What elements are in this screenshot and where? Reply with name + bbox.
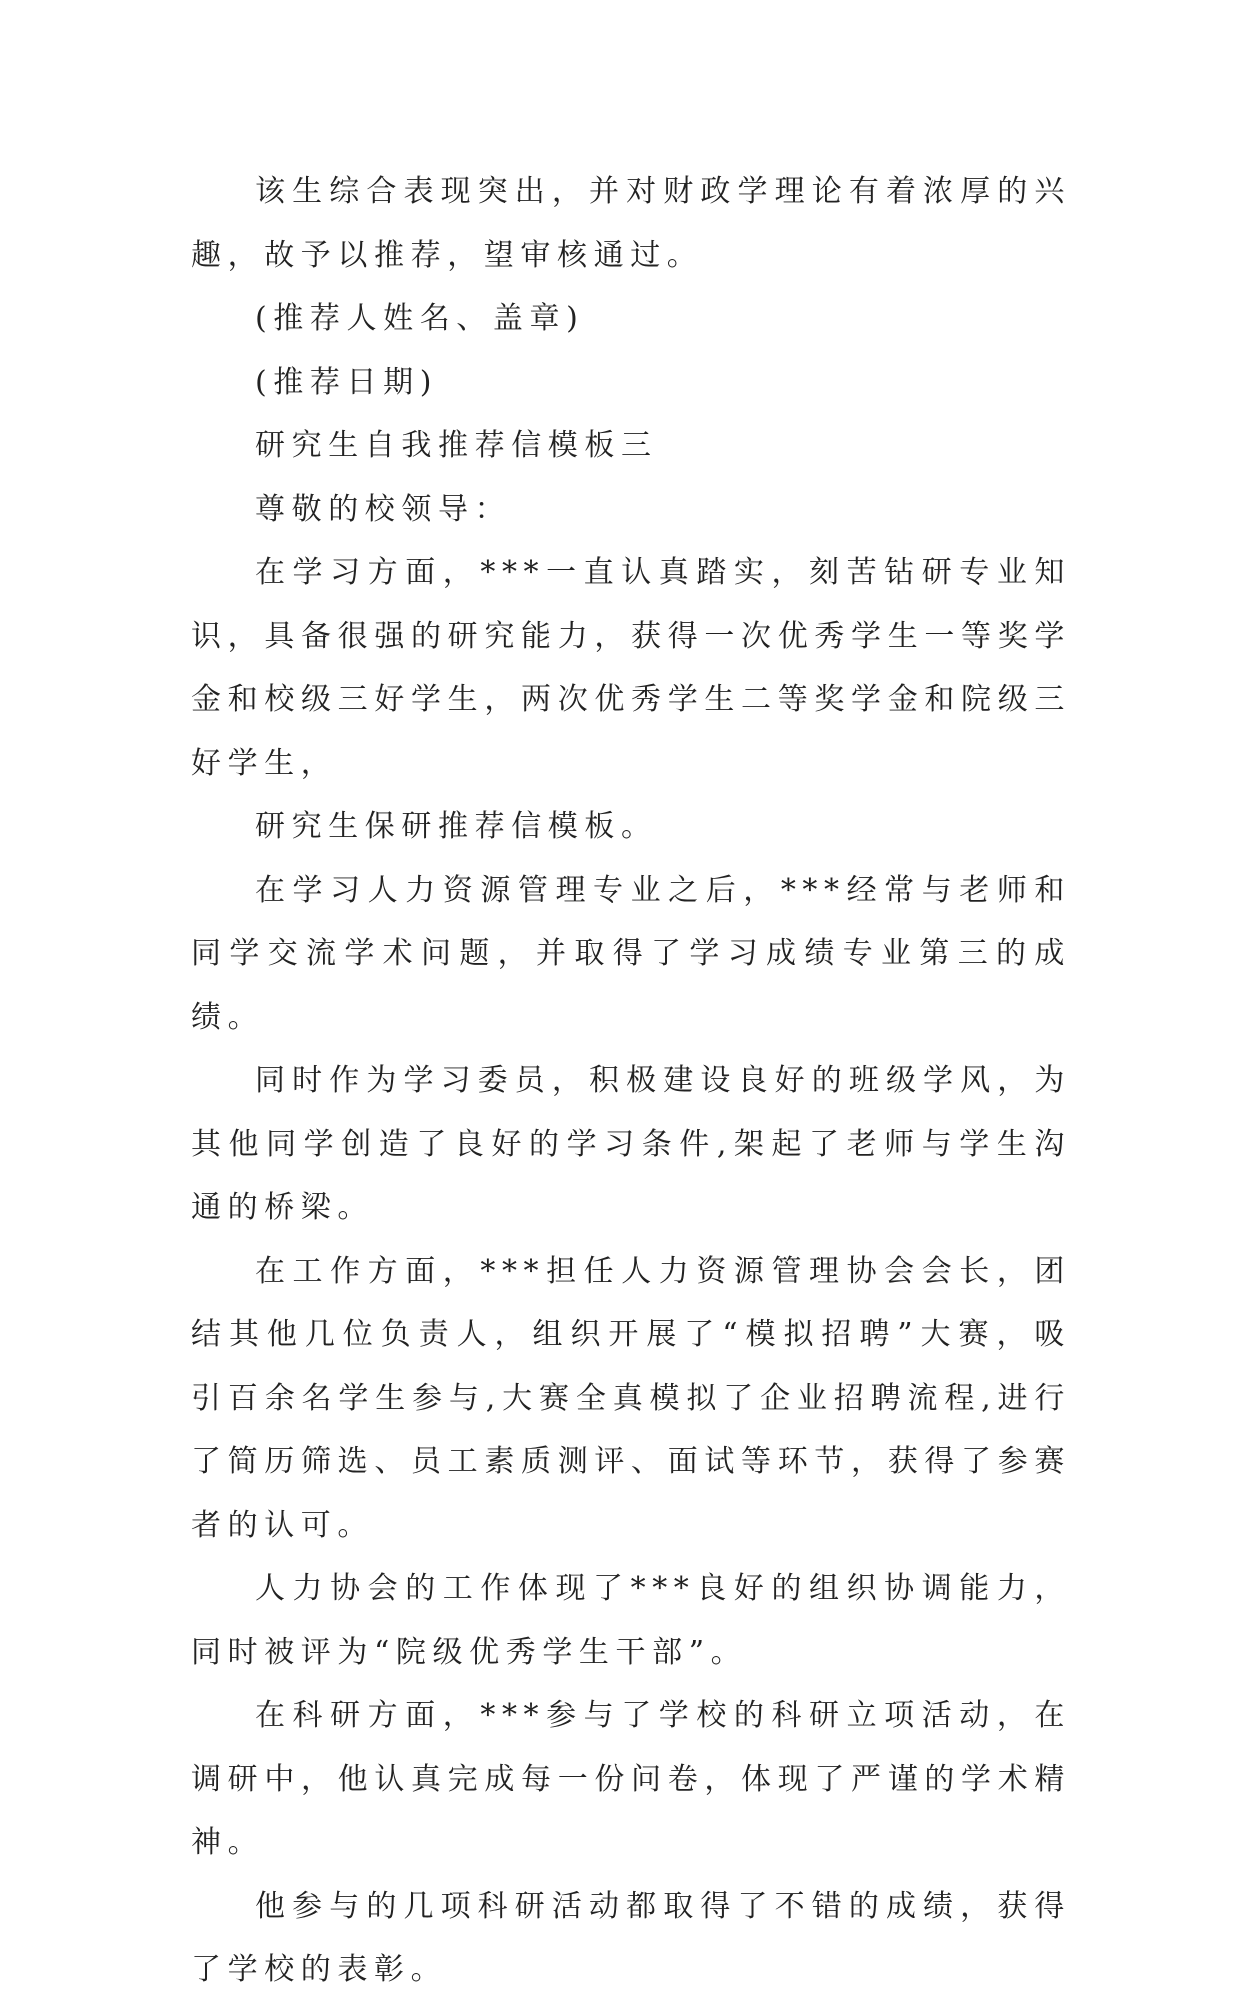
document-body (191, 160, 1071, 2002)
paragraph-recommender-signature: (推荐人姓名、盖章) (255, 301, 585, 336)
paragraph-recommendation-conclusion: 该生综合表现突出，并对财政学理论有着浓厚的兴趣，故予以推荐，望审核通过。 (191, 174, 1071, 273)
paragraph-study-committee: 同时作为学习委员，积极建设良好的班级学风，为其他同学创造了良好的学习条件,架起了老师与学生沟通的桥梁。 (191, 1063, 1071, 1225)
salutation: 尊敬的校领导： (255, 491, 512, 527)
paragraph-hr-major: 在学习人力资源管理专业之后，***经常与老师和同学交流学术问题，并取得了学习成绩专业第三的成绩。 (191, 872, 1071, 1035)
paragraph-template-note: 研究生保研推荐信模板。 (255, 809, 658, 844)
paragraph-research: 在科研方面，***参与了学校的科研立项活动，在调研中，他认真完成每一份问卷，体现了严谨的学术精神。 (191, 1698, 1071, 1860)
section-heading-template-three: 研究生自我推荐信模板三 (255, 428, 658, 463)
paragraph-recommendation-date: (推荐日期) (255, 364, 439, 400)
paragraph-hr-association: 人力协会的工作体现了***良好的组织协调能力，同时被评为“院级优秀学生干部”。 (191, 1571, 1071, 1670)
paragraph-research-results: 他参与的几项科研活动都取得了不错的成绩，获得了学校的表彰。 (191, 1888, 1071, 1987)
paragraph-work: 在工作方面，***担任人力资源管理协会会长，团结其他几位负责人，组织开展了“模拟招聘”大赛，吸引百余名学生参与,大赛全真模拟了企业招聘流程,进行了简历筛选、员工素质测评、面试等环节，获得了参赛者的认可。 (191, 1253, 1071, 1543)
paragraph-study: 在学习方面，***一直认真踏实，刻苦钻研专业知识，具备很强的研究能力，获得一次优秀学生一等奖学金和校级三好学生，两次优秀学生二等奖学金和院级三好学生， (191, 555, 1071, 781)
